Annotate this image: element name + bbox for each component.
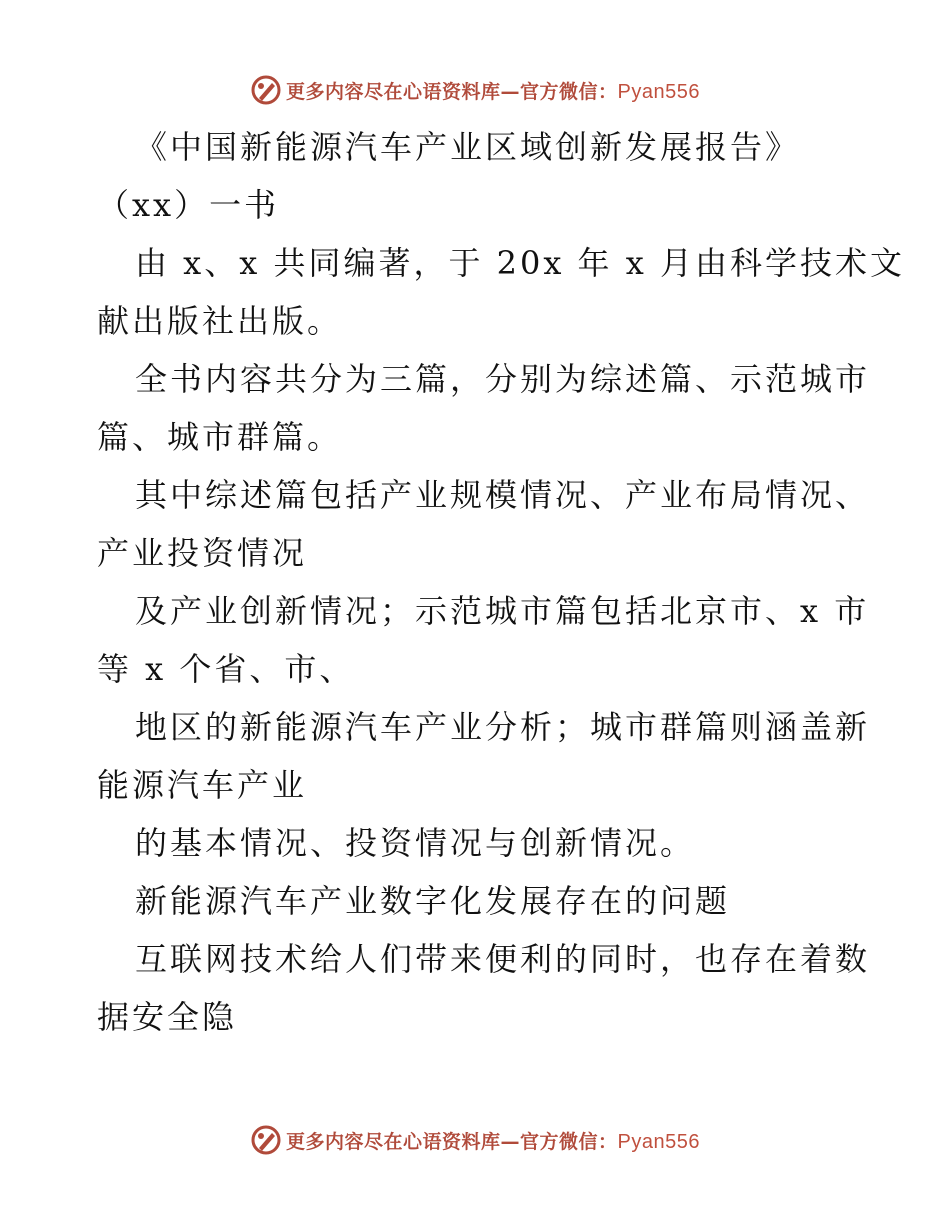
text-line: 献出版社出版。: [97, 302, 343, 340]
text-line: 篇、城市群篇。: [97, 418, 343, 456]
text-line: 的基本情况、投资情况与创新情况。: [135, 824, 696, 862]
text-line: （xx）一书: [97, 186, 280, 224]
pen-logo-icon: [250, 1124, 282, 1156]
text-line: 《中国新能源汽车产业区域创新发展报告》: [135, 128, 801, 166]
text-line: 新能源汽车产业数字化发展存在的问题: [135, 882, 731, 920]
text-line: 产业投资情况: [97, 534, 308, 572]
text-line: 其中综述篇包括产业规模情况、产业布局情况、: [135, 476, 871, 514]
text-line: 地区的新能源汽车产业分析；城市群篇则涵盖新: [135, 708, 871, 746]
header-watermark: [0, 70, 950, 110]
text-line: 由 x、x 共同编著，于 20x 年 x 月由科学技术文: [135, 244, 905, 282]
text-line: 互联网技术给人们带来便利的同时，也存在着数: [135, 940, 871, 978]
text-line: 等 x 个省、市、: [97, 650, 355, 688]
header-watermark-text: 更多内容尽在心语资料库—官方微信：Pyan556: [286, 80, 700, 103]
text-line: 全书内容共分为三篇，分别为综述篇、示范城市: [135, 360, 871, 398]
text-line: 能源汽车产业: [97, 766, 308, 804]
footer-watermark-text: 更多内容尽在心语资料库—官方微信：Pyan556: [286, 1130, 700, 1153]
pen-logo-icon: [250, 74, 282, 106]
footer-watermark: [0, 1120, 950, 1160]
text-line: 及产业创新情况；示范城市篇包括北京市、x 市: [135, 592, 870, 630]
text-line: 据安全隐: [97, 998, 238, 1036]
document-body: [97, 118, 905, 1046]
